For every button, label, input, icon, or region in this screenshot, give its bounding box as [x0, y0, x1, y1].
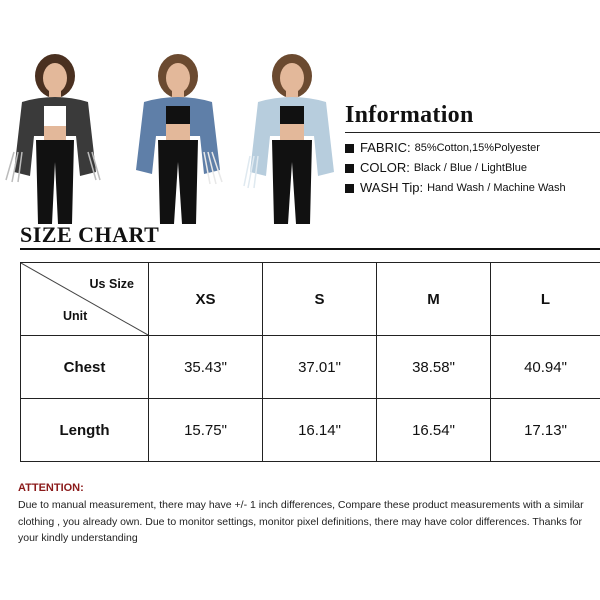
- info-value: Black / Blue / LightBlue: [413, 162, 527, 174]
- corner-unit: Unit: [63, 309, 88, 323]
- info-item-fabric: [345, 138, 600, 158]
- info-label: COLOR:: [360, 160, 410, 175]
- attention-title: ATTENTION:: [18, 482, 84, 494]
- square-bullet-icon: [345, 144, 354, 153]
- size-chart-table: [20, 262, 600, 462]
- model-lightblue-illustration: [236, 52, 346, 224]
- information-title: Information: [345, 102, 474, 128]
- model-blue-illustration: [120, 52, 230, 224]
- table-cell: 16.14": [263, 399, 377, 462]
- size-header-s: S: [263, 263, 377, 336]
- model-photo-lightblue: [236, 52, 346, 224]
- information-list: [345, 138, 600, 198]
- info-item-wash: [345, 178, 600, 198]
- info-label: FABRIC:: [360, 140, 411, 155]
- square-bullet-icon: [345, 184, 354, 193]
- model-photos: [0, 52, 345, 224]
- table-header-row: [21, 263, 600, 336]
- table-cell: 16.54": [377, 399, 491, 462]
- model-photo-blue: [120, 52, 230, 224]
- information-divider: [345, 132, 600, 133]
- table-cell: 37.01": [263, 336, 377, 399]
- information-panel: [345, 102, 600, 195]
- size-header-l: L: [491, 263, 600, 336]
- table-cell: 38.58": [377, 336, 491, 399]
- size-chart-title: SIZE CHART: [20, 222, 160, 247]
- size-header-xs: XS: [149, 263, 263, 336]
- row-label-chest: Chest: [21, 336, 149, 399]
- model-photo-black: [0, 52, 110, 224]
- square-bullet-icon: [345, 164, 354, 173]
- table-corner-cell: [21, 263, 149, 336]
- table-cell: 35.43": [149, 336, 263, 399]
- diagonal-line: [21, 263, 148, 335]
- info-item-color: [345, 158, 600, 178]
- info-value: 85%Cotton,15%Polyester: [414, 142, 540, 154]
- info-value: Hand Wash / Machine Wash: [427, 182, 566, 194]
- size-header-m: M: [377, 263, 491, 336]
- size-chart-divider: [20, 248, 600, 250]
- table-cell: 15.75": [149, 399, 263, 462]
- table-row-chest: [21, 336, 600, 399]
- table-cell: 17.13": [491, 399, 600, 462]
- info-label: WASH Tip:: [360, 180, 424, 195]
- table-row-length: [21, 399, 600, 462]
- model-black-illustration: [0, 52, 110, 224]
- corner-us-size: Us Size: [89, 277, 134, 291]
- table-cell: 40.94": [491, 336, 600, 399]
- attention-text: Due to manual measurement, there may have +/- 1 inch differences, Compare these product measurements with a similar clothing , you already own. Due to monitor settings, monitor pixel definitions, there may have color differences. Thanks for your kindly understanding: [18, 499, 584, 544]
- row-label-length: Length: [21, 399, 149, 462]
